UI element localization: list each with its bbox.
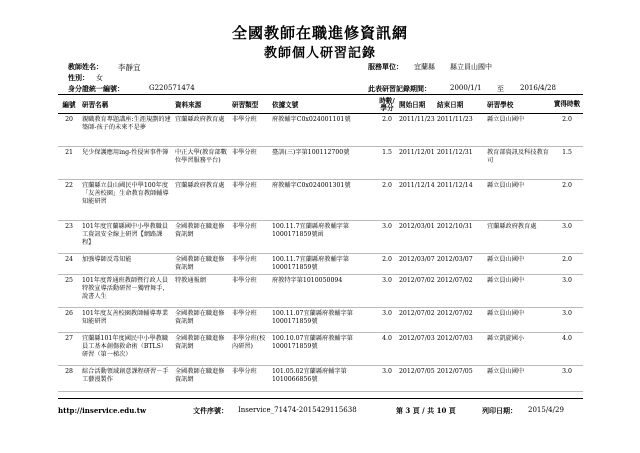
period-start: 2000/1/1 xyxy=(450,84,482,92)
row-start: 2011/12/14 xyxy=(397,180,435,221)
row-no: 23 xyxy=(58,221,80,254)
row-end: 2012/07/05 xyxy=(435,366,485,392)
row-doc: 100.10.07宜蘭縣府教輔字第1000171859號 xyxy=(270,333,377,366)
row-source: 宜蘭縣政府教育處 xyxy=(173,114,230,147)
training-records-table xyxy=(58,96,583,392)
row-type: 非學分班 xyxy=(230,221,270,254)
row-end: 2012/07/02 xyxy=(435,308,485,333)
period-to: 至 xyxy=(497,85,504,93)
row-school: 縣立員山國中 xyxy=(485,114,551,147)
table-row xyxy=(58,254,583,275)
row-source: 特教通報網 xyxy=(173,275,230,308)
print-date-label: 列印日期： xyxy=(482,406,517,415)
col-doc: 依據文號 xyxy=(270,96,377,114)
row-hours: 2.0 xyxy=(377,114,397,147)
table-header-row xyxy=(58,96,583,114)
row-doc: 100.11.07宜蘭縣府教輔字第1000171859號 xyxy=(270,308,377,333)
row-type: 非學分班 xyxy=(230,180,270,221)
row-type: 非學分班 xyxy=(230,308,270,333)
row-start: 2012/07/05 xyxy=(397,366,435,392)
row-name: 綜合活動領域創意課程研習－手工藝漫製作 xyxy=(80,366,173,392)
row-type: 非學分班 xyxy=(230,275,270,308)
row-hours: 4.0 xyxy=(377,333,397,366)
print-date-value: 2015/4/29 xyxy=(528,406,564,414)
col-name: 研習名稱 xyxy=(80,96,173,114)
row-actual: 3.0 xyxy=(551,308,583,333)
col-end: 結束日期 xyxy=(435,96,485,114)
teacher-name: 李靜宜 xyxy=(118,63,141,72)
row-school: 縣立員山國中 xyxy=(485,275,551,308)
row-source: 全國教師在職進修資訊網 xyxy=(173,221,230,254)
row-name: 101年度友善校園教師輔導專業知能研習 xyxy=(80,308,173,333)
row-type: 非學分班 xyxy=(230,254,270,275)
unit-school: 縣立員山國中 xyxy=(450,63,492,71)
row-end: 2012/10/31 xyxy=(435,221,485,254)
col-source: 資料來源 xyxy=(173,96,230,114)
row-type: 非學分班(校內研習) xyxy=(230,333,270,366)
row-actual: 4.0 xyxy=(551,333,583,366)
row-hours: 2.0 xyxy=(377,180,397,221)
footer-rule xyxy=(58,398,583,399)
row-source: 全國教師在職進修資訊網 xyxy=(173,308,230,333)
col-start: 開始日期 xyxy=(397,96,435,114)
row-school: 縣立員山國中 xyxy=(485,366,551,392)
row-school: 教育部資訊及科技教育司 xyxy=(485,147,551,180)
row-name: 兒少保護應用ing-性侵害事件簿 xyxy=(80,147,173,180)
period-label: 此表研習記錄期間： xyxy=(368,84,431,93)
row-source: 中正大學(教育部數位學習服務平台) xyxy=(173,147,230,180)
row-actual: 3.0 xyxy=(551,221,583,254)
col-no: 編號 xyxy=(58,96,80,114)
footer-url: http://inservice.edu.tw xyxy=(58,406,146,415)
row-hours: 3.0 xyxy=(377,221,397,254)
table-row xyxy=(58,333,583,366)
period-end: 2016/4/28 xyxy=(520,84,556,92)
row-no: 27 xyxy=(58,333,80,366)
row-start: 2012/07/02 xyxy=(397,308,435,333)
row-type: 非學分班 xyxy=(230,147,270,180)
table-row xyxy=(58,147,583,180)
table-row xyxy=(58,275,583,308)
row-name: 101年度普通班教師暨行政人員特教宣導活動研習－獨臂舞手，說書人生 xyxy=(80,275,173,308)
row-no: 28 xyxy=(58,366,80,392)
row-no: 24 xyxy=(58,254,80,275)
row-end: 2011/12/31 xyxy=(435,147,485,180)
row-doc: 101.05.02宜蘭縣府輔字第1010066856號 xyxy=(270,366,377,392)
row-start: 2011/11/23 xyxy=(397,114,435,147)
row-source: 全國教師在職進修資訊網 xyxy=(173,366,230,392)
row-no: 25 xyxy=(58,275,80,308)
row-doc: 臺訓(三)字第100112700號 xyxy=(270,147,377,180)
unit-label: 服務單位： xyxy=(368,62,403,71)
row-hours: 3.0 xyxy=(377,275,397,308)
row-source: 全國教師在職進修資訊網 xyxy=(173,254,230,275)
gender-label: 性別： xyxy=(68,73,89,82)
row-start: 2011/12/01 xyxy=(397,147,435,180)
row-name: 101年度宜蘭縣國中小學教職員工資訊安全線上研習【網路課程】 xyxy=(80,221,173,254)
col-type: 研習類型 xyxy=(230,96,270,114)
table-row xyxy=(58,366,583,392)
row-actual: 2.0 xyxy=(551,114,583,147)
page-title: 全國教師在職進修資訊網 xyxy=(231,24,408,42)
row-hours: 3.0 xyxy=(377,308,397,333)
row-doc: 100.11.7宜蘭縣府教輔字第1000171859號函 xyxy=(270,221,377,254)
docno-label: 文件序號： xyxy=(193,406,228,415)
row-doc: 府教輔字C0x024001301號 xyxy=(270,180,377,221)
row-school: 宜蘭縣政府教育處 xyxy=(485,221,551,254)
docno-value: Inservice_71474-2015429115638 xyxy=(238,406,357,414)
row-school: 縣立員山國中 xyxy=(485,308,551,333)
row-type: 非學分班 xyxy=(230,114,270,147)
page-subtitle: 教師個人研習記錄 xyxy=(263,46,376,61)
unit-county: 宜蘭縣 xyxy=(414,63,435,71)
row-no: 21 xyxy=(58,147,80,180)
row-start: 2012/03/01 xyxy=(397,221,435,254)
row-source: 全國教師在職進修資訊網 xyxy=(173,333,230,366)
col-actual: 實得時數 xyxy=(551,96,583,114)
col-school: 研習學校 xyxy=(485,96,551,114)
row-source: 宜蘭縣政府教育處 xyxy=(173,180,230,221)
row-hours: 1.5 xyxy=(377,147,397,180)
row-no: 26 xyxy=(58,308,80,333)
teacher-name-label: 教師姓名： xyxy=(68,62,103,71)
page-number: 第 3 頁 / 共 10 頁 xyxy=(396,406,456,415)
col-hours: 時數/學分 xyxy=(377,96,397,114)
row-start: 2012/03/07 xyxy=(397,254,435,275)
table-row xyxy=(58,221,583,254)
row-start: 2012/07/02 xyxy=(397,275,435,308)
row-end: 2012/03/07 xyxy=(435,254,485,275)
table-row xyxy=(58,180,583,221)
row-actual: 3.0 xyxy=(551,275,583,308)
row-end: 2011/11/23 xyxy=(435,114,485,147)
row-name: 宜蘭縣立員山國民中學100年度「友善校園」生命教育教師輔導知能研習 xyxy=(80,180,173,221)
row-doc: 100.11.7宜蘭縣府教輔字第1000171859號 xyxy=(270,254,377,275)
row-doc: 府教特字第1010050094 xyxy=(270,275,377,308)
row-hours: 2.0 xyxy=(377,254,397,275)
row-school: 縣立員山國中 xyxy=(485,254,551,275)
row-actual: 2.0 xyxy=(551,180,583,221)
row-no: 22 xyxy=(58,180,80,221)
row-name: 加強導師反毒知能 xyxy=(80,254,173,275)
row-doc: 府教輔字C0x024001101號 xyxy=(270,114,377,147)
table-row xyxy=(58,308,583,333)
id-value: G220571474 xyxy=(149,84,195,92)
row-name: 宜蘭縣101年度國民中小學教職員工基本創傷救命術（BTLS）研習（第一梯次） xyxy=(80,333,173,366)
row-school: 縣立員山國中 xyxy=(485,180,551,221)
id-label: 身分證統一編號： xyxy=(68,84,124,93)
row-actual: 3.0 xyxy=(551,366,583,392)
row-end: 2012/07/03 xyxy=(435,333,485,366)
row-actual: 2.0 xyxy=(551,254,583,275)
row-type: 非學分班 xyxy=(230,366,270,392)
table-top-rule xyxy=(58,94,583,95)
table-row xyxy=(58,114,583,147)
row-hours: 3.0 xyxy=(377,366,397,392)
row-no: 20 xyxy=(58,114,80,147)
row-end: 2012/07/02 xyxy=(435,275,485,308)
row-actual: 1.5 xyxy=(551,147,583,180)
row-name: 親職教育專題講座:生涯規劃的建築師-孩子的未來不是夢 xyxy=(80,114,173,147)
row-start: 2012/07/03 xyxy=(397,333,435,366)
row-end: 2011/12/14 xyxy=(435,180,485,221)
row-school: 縣立凱旋國小 xyxy=(485,333,551,366)
gender-value: 女 xyxy=(96,74,103,82)
